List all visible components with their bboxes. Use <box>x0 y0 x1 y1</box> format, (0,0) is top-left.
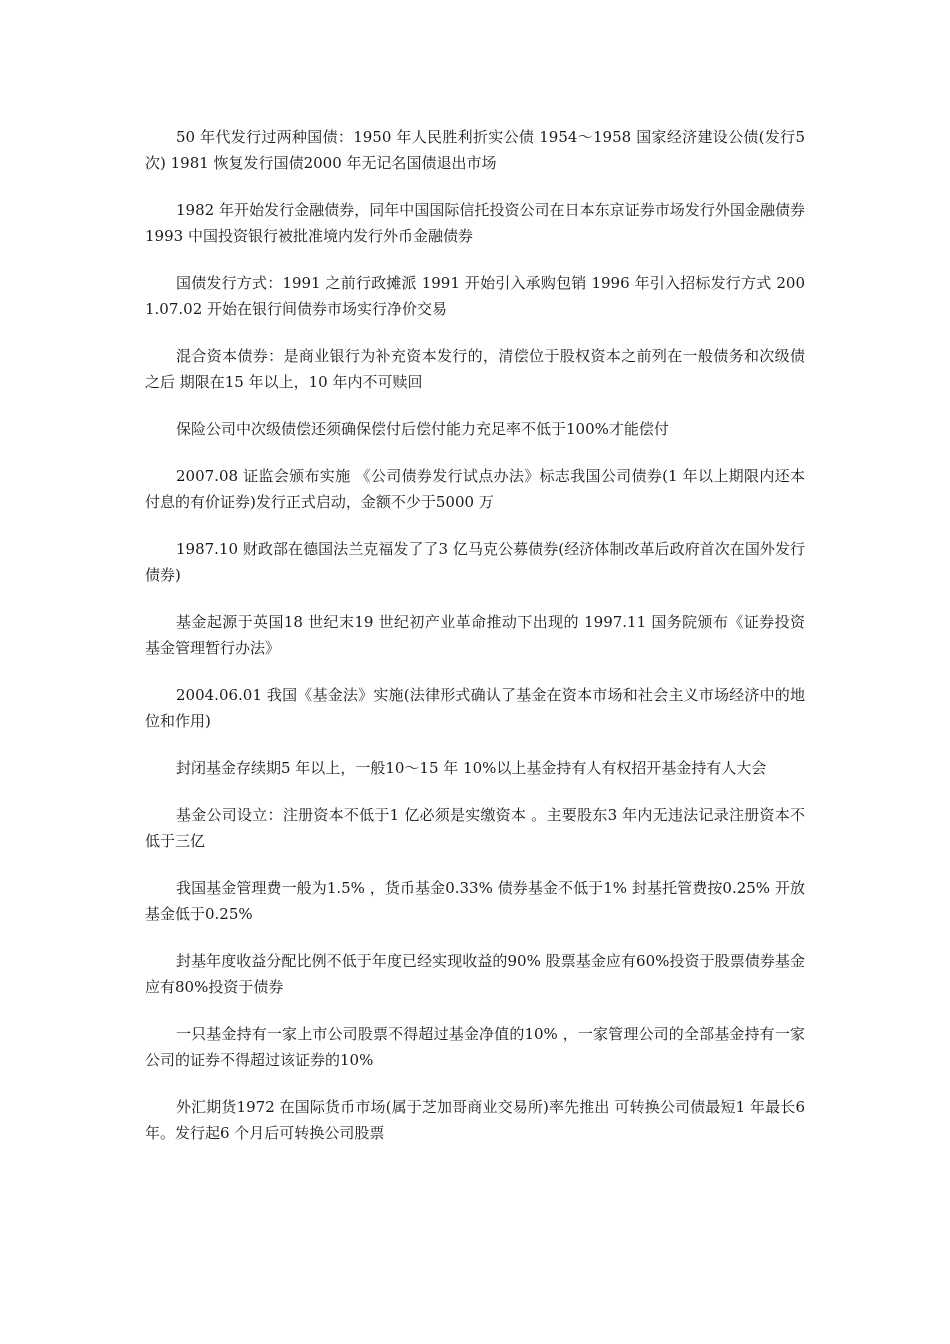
paragraph: 基金公司设立：注册资本不低于1 亿必须是实缴资本 。主要股东3 年内无违法记录注册资本不低于三亿 <box>145 806 805 850</box>
paragraph: 50 年代发行过两种国债：1950 年人民胜利折实公债 1954～1958 国家经济建设公债(发行5 次) 1981 恢复发行国债2000 年无记名国债退出市场 <box>145 128 805 172</box>
paragraph: 2007.08 证监会颁布实施 《公司债券发行试点办法》标志我国公司债券(1 年以上期限内还本付息的有价证券)发行正式启动，金额不少于5000 万 <box>145 467 805 511</box>
paragraph: 保险公司中次级债偿还须确保偿付后偿付能力充足率不低于100%才能偿付 <box>176 420 669 438</box>
paragraph: 混合资本债券：是商业银行为补充资本发行的，清偿位于股权资本之前列在一般债务和次级债之后 期限在15 年以上，10 年内不可赎回 <box>145 347 805 391</box>
paragraph: 我国基金管理费一般为1.5% ，货币基金0.33% 债券基金不低于1% 封基托管费按0.25% 开放基金低于0.25% <box>145 879 805 923</box>
paragraph: 国债发行方式：1991 之前行政摊派 1991 开始引入承购包销 1996 年引入招标发行方式 2001.07.02 开始在银行间债券市场实行净价交易 <box>145 274 805 318</box>
paragraph: 2004.06.01 我国《基金法》实施(法律形式确认了基金在资本市场和社会主义市场经济中的地位和作用) <box>145 686 805 730</box>
paragraph: 一只基金持有一家上市公司股票不得超过基金净值的10% ，一家管理公司的全部基金持有一家公司的证券不得超过该证券的10% <box>145 1025 805 1069</box>
paragraph: 1982 年开始发行金融债券，同年中国国际信托投资公司在日本东京证券市场发行外国金融债券 1993 中国投资银行被批准境内发行外币金融债券 <box>145 201 805 245</box>
paragraph: 封基年度收益分配比例不低于年度已经实现收益的90% 股票基金应有60%投资于股票债券基金应有80%投资于债券 <box>145 952 805 996</box>
paragraph: 1987.10 财政部在德国法兰克福发了了3 亿马克公募债券(经济体制改革后政府首次在国外发行债券) <box>145 540 805 584</box>
paragraph: 外汇期货1972 在国际货币市场(属于芝加哥商业交易所)率先推出 可转换公司债最短1 年最长6 年。发行起6 个月后可转换公司股票 <box>145 1098 805 1142</box>
paragraph: 封闭基金存续期5 年以上，一般10～15 年 10%以上基金持有人有权招开基金持有人大会 <box>176 759 767 777</box>
paragraph: 基金起源于英国18 世纪末19 世纪初产业革命推动下出现的 1997.11 国务院颁布《证券投资基金管理暂行办法》 <box>145 613 805 657</box>
document-body <box>145 124 805 1167</box>
